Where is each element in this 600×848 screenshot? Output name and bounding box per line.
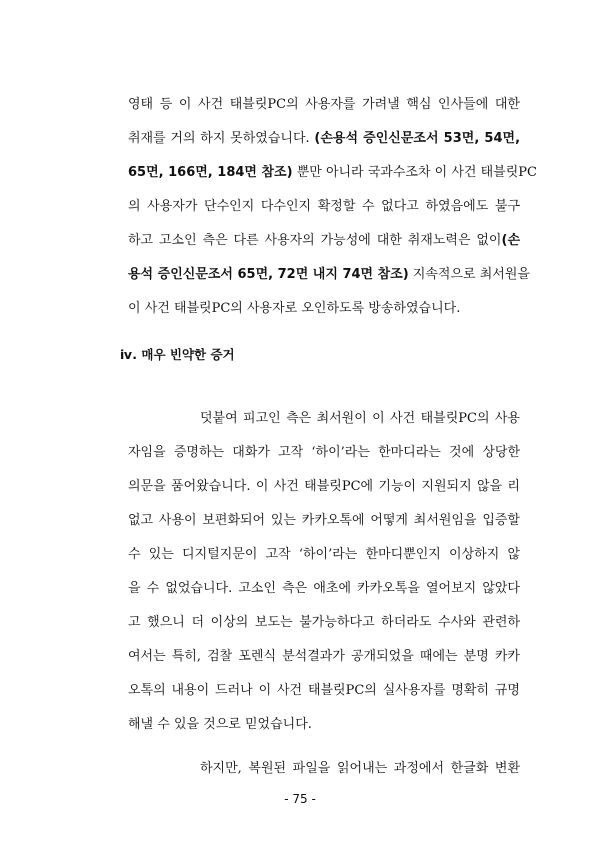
p2-line-9 xyxy=(128,682,520,700)
text: 여서는 특히, 검찰 포렌식 분석결과가 공개되었을 때에는 분명 카카 xyxy=(128,649,520,664)
p1-line-5 xyxy=(128,232,520,250)
citation-bold: (손 xyxy=(501,233,520,248)
p1-line-3 xyxy=(128,164,537,182)
p1-line-7 xyxy=(128,300,520,318)
text: 해낼 수 있을 것으로 믿었습니다. xyxy=(128,717,312,732)
p2-line-1 xyxy=(200,410,520,428)
text: 영태 등 이 사건 태블릿PC의 사용자를 가려낼 핵심 인사들에 대한 xyxy=(128,97,520,112)
text: 뿐만 아니라 국과수조차 이 사건 태블릿PC xyxy=(292,165,537,180)
p2-line-7 xyxy=(128,614,520,632)
p1-line-1 xyxy=(128,96,520,114)
text: 덧붙여 피고인 측은 최서원이 이 사건 태블릿PC의 사용 xyxy=(200,411,520,426)
text: 이 사건 태블릿PC의 사용자로 오인하도록 방송하였습니다. xyxy=(128,301,461,316)
p2-line-10 xyxy=(128,716,520,734)
p2-line-8 xyxy=(128,648,520,666)
text: 의 사용자가 단수인지 다수인지 확정할 수 없다고 하였음에도 불구 xyxy=(128,199,520,214)
text: 오톡의 내용이 드러나 이 사건 태블릿PC의 실사용자를 명확히 규명 xyxy=(128,683,520,698)
text: 하고 고소인 측은 다른 사용자의 가능성에 대한 취재노력은 없이 xyxy=(128,233,502,248)
text: 수 있는 디지털지문이 고작 ‘하이’라는 한마디뿐인지 이상하지 않 xyxy=(128,547,520,562)
p2-line-4 xyxy=(128,512,520,530)
p3-line-1 xyxy=(200,760,520,778)
p1-line-6 xyxy=(128,266,530,284)
p1-line-4 xyxy=(128,198,520,216)
p2-line-2 xyxy=(128,444,520,462)
text: 없고 사용이 보편화되어 있는 카카오톡에 어떻게 최서원임을 입증할 xyxy=(128,513,520,528)
citation-bold: 용석 증인신문조서 65면, 72면 내지 74면 참조) xyxy=(128,267,409,282)
text: 하지만, 복원된 파일을 읽어내는 과정에서 한글화 변환 xyxy=(200,761,520,776)
section-heading: ⅳ. 매우 빈약한 증거 xyxy=(120,347,235,362)
citation-bold: (손용석 증인신문조서 53면, 54면, xyxy=(314,131,521,146)
p1-line-2 xyxy=(128,130,520,148)
page-number: - 75 - xyxy=(284,792,316,806)
citation-bold: 65면, 166면, 184면 참조) xyxy=(128,165,293,180)
p2-line-5 xyxy=(128,546,520,564)
text: 지속적으로 최서원을 xyxy=(408,267,530,282)
text: 의문을 품어왔습니다. 이 사건 태블릿PC에 기능이 지원되지 않을 리 xyxy=(128,479,520,494)
text: 을 수 없었습니다. 고소인 측은 애초에 카카오톡을 열어보지 않았다 xyxy=(128,581,520,596)
text: 취재를 거의 하지 못하였습니다. xyxy=(128,131,315,146)
p2-line-3 xyxy=(128,478,520,496)
text: 자임을 증명하는 대화가 고작 ‘하이’라는 한마디라는 것에 상당한 xyxy=(128,445,520,460)
p2-line-6 xyxy=(128,580,520,598)
text: 고 했으니 더 이상의 보도는 불가능하다고 하더라도 수사와 관련하 xyxy=(128,615,520,630)
